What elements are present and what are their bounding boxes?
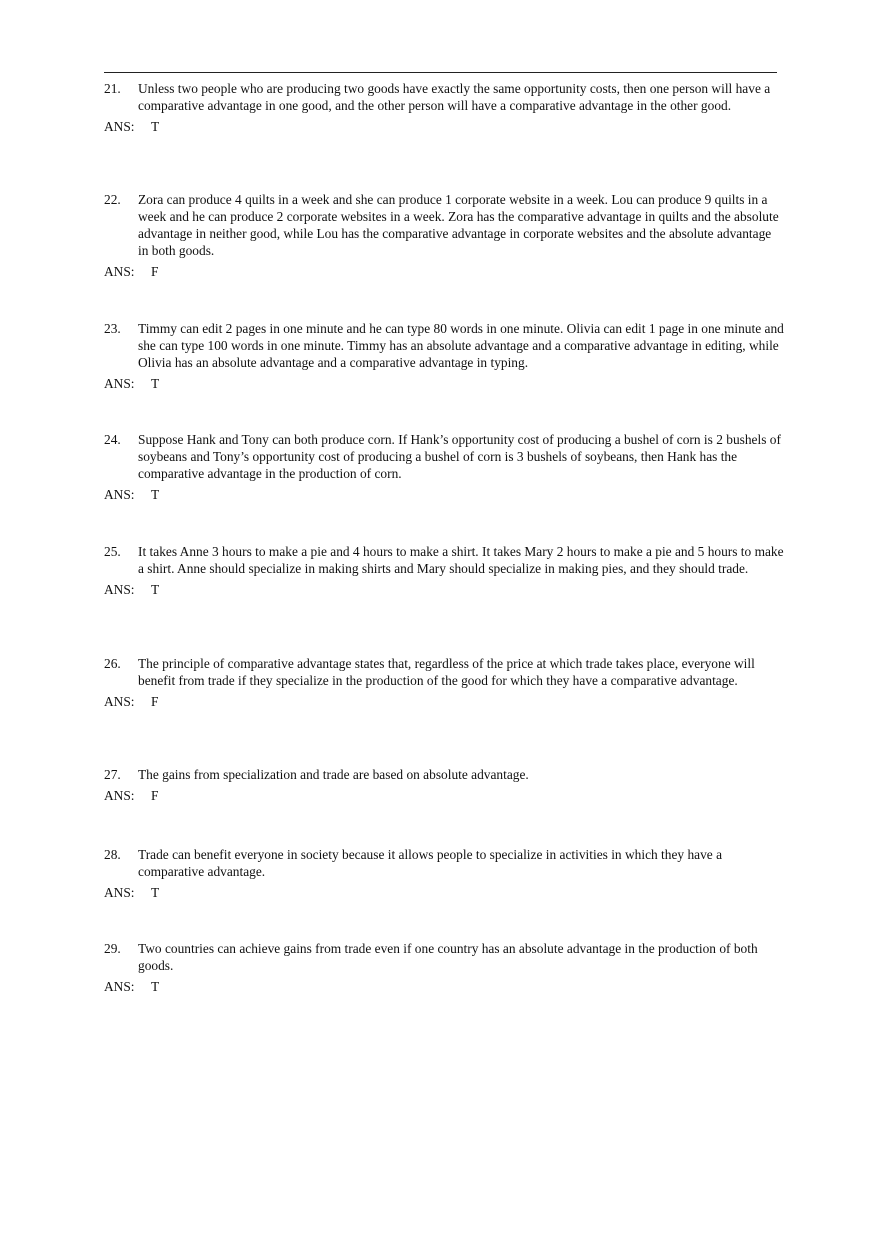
- question-number: 25.: [104, 544, 121, 559]
- answer-label: ANS:: [104, 264, 135, 279]
- question-text: The gains from specialization and trade are based on absolute advantage.: [138, 767, 529, 782]
- answer-value: T: [151, 119, 160, 134]
- answer-row: [104, 486, 784, 503]
- answer-row: [104, 787, 784, 804]
- answer-value: T: [151, 376, 160, 391]
- answer-value: F: [151, 694, 159, 709]
- answer-label: ANS:: [104, 788, 135, 803]
- question-text: It takes Anne 3 hours to make a pie and 4 hours to make a shirt. It takes Mary 2 hours to make a pie and 5 hours to make a shirt. Anne should specialize in making shirts and Mary should specialize in making pies, and they should trade.: [138, 544, 784, 576]
- answer-row: [104, 978, 784, 995]
- answer-value: T: [151, 582, 160, 597]
- question-number: 29.: [104, 941, 121, 956]
- top-divider: [104, 72, 777, 73]
- question-number: 22.: [104, 192, 121, 207]
- question-25: [104, 543, 784, 598]
- answer-value: T: [151, 885, 160, 900]
- question-text: Timmy can edit 2 pages in one minute and he can type 80 words in one minute. Olivia can edit 1 page in one minute and she can type 100 words in one minute. Timmy has an absolute advantage and a comparative advantage in editing, while Olivia has an absolute advantage and a comparative advantage in typing.: [138, 321, 784, 370]
- question-number: 21.: [104, 81, 121, 96]
- question-text: Unless two people who are producing two goods have exactly the same opportunity costs, then one person will have a comparative advantage in one good, and the other person will have a comparative advantage in the other good.: [138, 81, 771, 113]
- answer-label: ANS:: [104, 376, 135, 391]
- answer-row: [104, 884, 784, 901]
- answer-label: ANS:: [104, 119, 135, 134]
- question-text: Suppose Hank and Tony can both produce corn. If Hank’s opportunity cost of producing a bushel of corn is 2 bushels of soybeans and Tony’s opportunity cost of producing a bushel of corn is 3 bushels of soybeans, then Hank has the comparative advantage in the production of corn.: [138, 432, 781, 481]
- question-22: [104, 191, 784, 280]
- question-text: Two countries can achieve gains from trade even if one country has an absolute advantage in the production of both goods.: [138, 941, 758, 973]
- question-24: [104, 431, 784, 503]
- answer-row: [104, 693, 784, 710]
- answer-value: F: [151, 788, 159, 803]
- answer-row: [104, 118, 784, 135]
- question-number: 24.: [104, 432, 121, 447]
- question-number: 23.: [104, 321, 121, 336]
- answer-row: [104, 581, 784, 598]
- question-29: [104, 940, 784, 995]
- question-26: [104, 655, 784, 710]
- question-text: Zora can produce 4 quilts in a week and she can produce 1 corporate website in a week. Lou can produce 9 quilts in a week and he can produce 2 corporate websites in a week. Zora has the comparative advantage in quilts and the absolute advantage in neither good, while Lou has the comparative advantage in corporate websites and the absolute advantage in both goods.: [138, 192, 779, 258]
- answer-label: ANS:: [104, 487, 135, 502]
- answer-label: ANS:: [104, 885, 135, 900]
- question-text: Trade can benefit everyone in society because it allows people to specialize in activities in which they have a comparative advantage.: [138, 847, 723, 879]
- answer-value: T: [151, 979, 160, 994]
- question-number: 26.: [104, 656, 121, 671]
- answer-value: F: [151, 264, 159, 279]
- answer-row: [104, 263, 784, 280]
- question-21: [104, 80, 784, 135]
- question-text: The principle of comparative advantage states that, regardless of the price at which trade takes place, everyone will benefit from trade if they specialize in the production of the good for which they have a comparative advantage.: [138, 656, 755, 688]
- answer-row: [104, 375, 784, 392]
- question-27: [104, 766, 784, 804]
- question-28: [104, 846, 784, 901]
- question-number: 28.: [104, 847, 121, 862]
- question-number: 27.: [104, 767, 121, 782]
- answer-label: ANS:: [104, 582, 135, 597]
- question-23: [104, 320, 784, 392]
- answer-value: T: [151, 487, 160, 502]
- answer-label: ANS:: [104, 694, 135, 709]
- answer-label: ANS:: [104, 979, 135, 994]
